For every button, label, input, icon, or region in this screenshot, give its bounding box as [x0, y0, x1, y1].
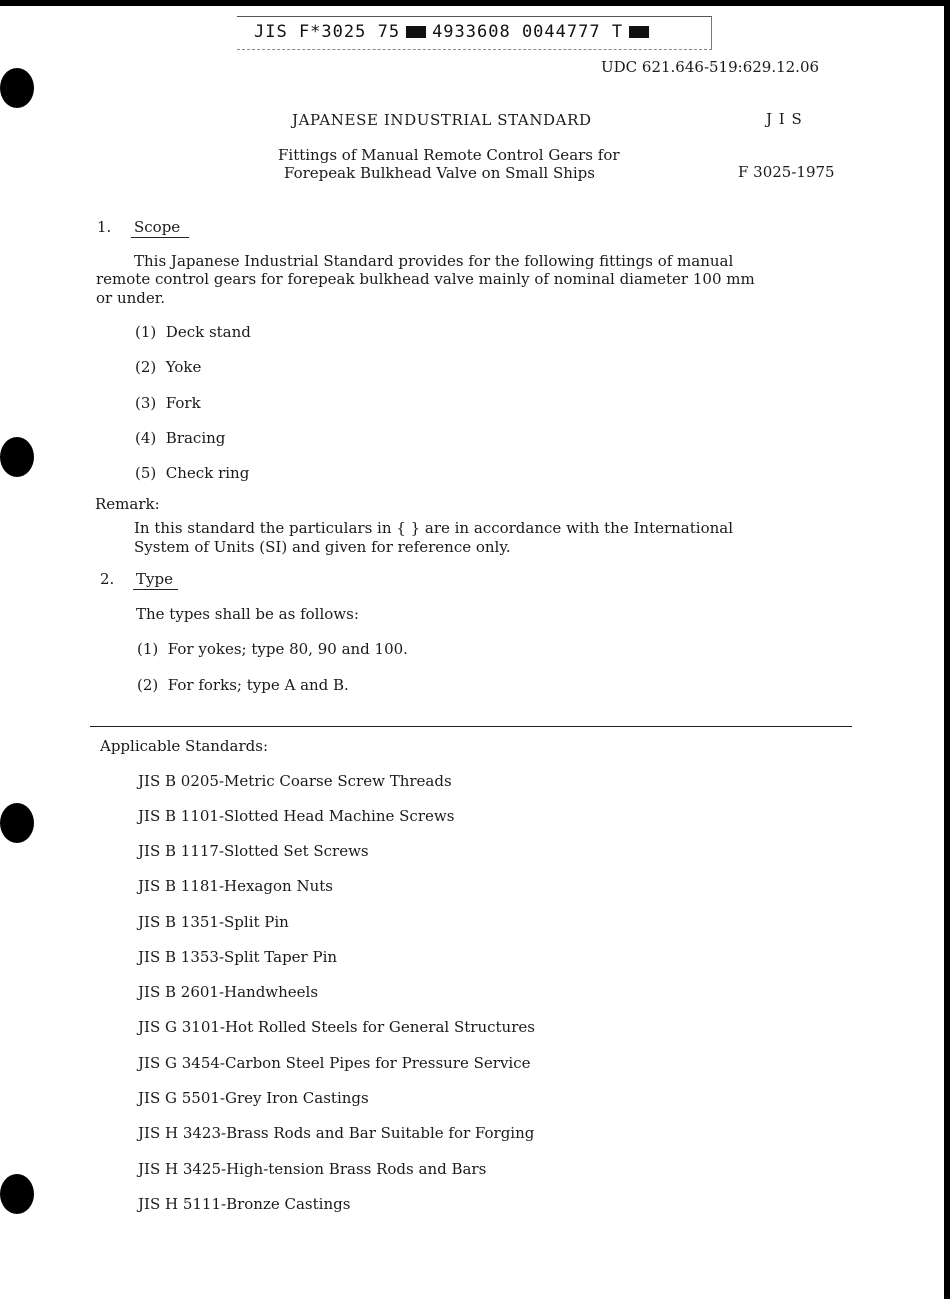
- section-heading-scope: Scope: [134, 218, 181, 236]
- standard-ref: JIS G 3101-Hot Rolled Steels for General Structures: [138, 1018, 535, 1036]
- remark-label: Remark:: [95, 495, 160, 513]
- standard-ref: JIS H 3423-Brass Rods and Bar Suitable for Forging: [138, 1124, 535, 1142]
- standard-ref: JIS H 5111-Bronze Castings: [138, 1195, 351, 1213]
- header-code-part2: 4933608 0044777 T: [432, 22, 624, 42]
- scope-paragraph-line: remote control gears for forepeak bulkhead valve mainly of nominal diameter 100 mm: [96, 270, 755, 288]
- jis-mark: J I S: [766, 110, 803, 128]
- scope-paragraph-line: or under.: [96, 289, 166, 307]
- standard-body: JAPANESE INDUSTRIAL STANDARD: [292, 111, 592, 129]
- heading-underline: [133, 589, 178, 590]
- section-number: 1.: [97, 218, 112, 236]
- header-code: [254, 22, 655, 42]
- list-item: (5) Check ring: [135, 464, 250, 482]
- header-code-part1: JIS F*3025 75: [254, 22, 401, 42]
- list-item: (2) Yoke: [135, 358, 202, 376]
- scan-top-border: [0, 0, 950, 6]
- standard-ref: JIS B 1351-Split Pin: [138, 913, 289, 931]
- punch-hole-mark: [0, 437, 34, 477]
- standard-ref: JIS B 1101-Slotted Head Machine Screws: [138, 807, 455, 825]
- list-item: (4) Bracing: [135, 429, 226, 447]
- footnote-separator: [90, 726, 852, 727]
- standard-ref: JIS G 5501-Grey Iron Castings: [138, 1089, 369, 1107]
- udc-code: UDC 621.646-519:629.12.06: [601, 58, 820, 76]
- standard-ref: JIS H 3425-High-tension Brass Rods and Bars: [138, 1160, 487, 1178]
- list-item: (1) For yokes; type 80, 90 and 100.: [137, 640, 408, 658]
- heading-underline: [131, 237, 189, 238]
- standard-ref: JIS B 1181-Hexagon Nuts: [138, 877, 333, 895]
- section-number: 2.: [100, 570, 115, 588]
- standard-ref: JIS B 2601-Handwheels: [138, 983, 319, 1001]
- title-line-1: Fittings of Manual Remote Control Gears for: [278, 146, 620, 164]
- punch-hole-mark: [0, 68, 34, 108]
- scan-right-border: [944, 0, 950, 1299]
- standard-ref: JIS B 1353-Split Taper Pin: [138, 948, 338, 966]
- type-intro: The types shall be as follows:: [136, 605, 359, 623]
- redaction-block: [629, 26, 649, 38]
- standard-ref: JIS B 1117-Slotted Set Screws: [138, 842, 369, 860]
- list-item: (2) For forks; type A and B.: [137, 676, 349, 694]
- title-line-2: Forepeak Bulkhead Valve on Small Ships: [284, 164, 595, 182]
- list-item: (3) Fork: [135, 394, 201, 412]
- scope-paragraph-line: This Japanese Industrial Standard provides for the following fittings of manual: [134, 252, 734, 270]
- section-heading-type: Type: [136, 570, 173, 588]
- remark-line: System of Units (SI) and given for reference only.: [134, 538, 511, 556]
- standard-ref: JIS G 3454-Carbon Steel Pipes for Pressure Service: [138, 1054, 531, 1072]
- punch-hole-mark: [0, 1174, 34, 1214]
- standard-ref: JIS B 0205-Metric Coarse Screw Threads: [138, 772, 452, 790]
- standard-number: F 3025-1975: [738, 163, 835, 181]
- punch-hole-mark: [0, 803, 34, 843]
- list-item: (1) Deck stand: [135, 323, 251, 341]
- redaction-block: [406, 26, 426, 38]
- applicable-standards-heading: Applicable Standards:: [100, 737, 268, 755]
- remark-line: In this standard the particulars in { } are in accordance with the International: [134, 519, 734, 537]
